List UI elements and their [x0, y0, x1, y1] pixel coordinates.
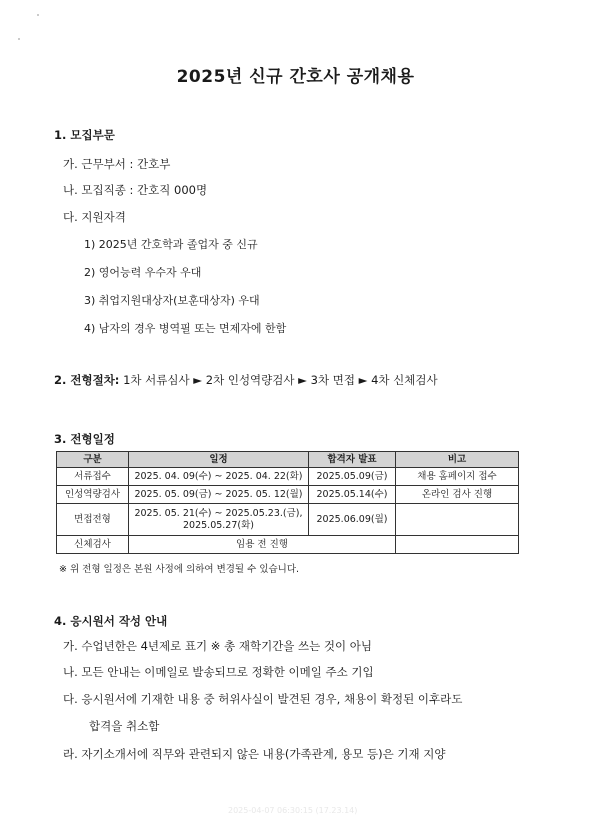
guide-item: 다. 응시원서에 기재한 내용 중 허위사실이 발견된 경우, 채용이 확정된 이후라도	[63, 692, 463, 706]
cell-announce: 2025.05.09(금)	[309, 468, 396, 486]
table-row	[57, 536, 519, 554]
cell-schedule: 임용 전 진행	[129, 536, 396, 554]
guide-item: 나. 모든 안내는 이메일로 발송되므로 정확한 이메일 주소 기입	[63, 665, 374, 679]
guide-item: 가. 수업년한은 4년제로 표기 ※ 총 재학기간을 쓰는 것이 아님	[63, 639, 373, 653]
table-header-row	[57, 452, 519, 468]
cell-schedule	[129, 504, 309, 536]
qual-heading: 다. 지원자격	[63, 210, 126, 224]
schedule-line-1: 2025. 05. 21(수) ~ 2025.05.23.(금),	[134, 507, 303, 519]
job-line: 나. 모집직종 : 간호직 000명	[63, 183, 208, 197]
cell-announce: 2025.05.14(수)	[309, 486, 396, 504]
cell-type: 인성역량검사	[57, 486, 129, 504]
print-timestamp: 2025-04-07 06:30:15 (17.23.14)	[228, 806, 358, 815]
cell-schedule: 2025. 05. 09(금) ~ 2025. 05. 12(월)	[129, 486, 309, 504]
table-footnote: ※ 위 전형 일정은 본원 사정에 의하여 변경될 수 있습니다.	[59, 564, 300, 575]
guide-item: 라. 자기소개서에 직무와 관련되지 않은 내용(가족관계, 용모 등)은 기재 지양	[63, 747, 446, 761]
section-2-heading: 2. 전형절차:	[54, 373, 120, 387]
section-4-heading: 4. 응시원서 작성 안내	[54, 614, 168, 628]
cell-type: 신체검사	[57, 536, 129, 554]
cell-type: 면접전형	[57, 504, 129, 536]
col-header-note: 비고	[396, 452, 519, 468]
qual-item: 1) 2025년 간호학과 졸업자 중 신규	[84, 238, 258, 251]
cell-note	[396, 504, 519, 536]
cell-note: 채용 홈페이지 접수	[396, 468, 519, 486]
cell-note: 온라인 검사 진행	[396, 486, 519, 504]
section-2	[54, 372, 438, 388]
section-1-heading: 1. 모집부문	[54, 128, 115, 142]
col-header-schedule: 일정	[129, 452, 309, 468]
page-title: 2025년 신규 간호사 공개채용	[176, 67, 415, 87]
qual-item: 3) 취업지원대상자(보훈대상자) 우대	[84, 294, 260, 307]
dept-line: 가. 근무부서 : 간호부	[63, 157, 171, 171]
schedule-table	[56, 451, 519, 554]
col-header-type: 구분	[57, 452, 129, 468]
schedule-line-2: 2025.05.27(화)	[183, 519, 254, 531]
section-3-heading: 3. 전형일정	[54, 432, 115, 446]
guide-item-continued: 합격을 취소함	[89, 719, 160, 733]
cell-type: 서류접수	[57, 468, 129, 486]
cell-schedule: 2025. 04. 09(수) ~ 2025. 04. 22(화)	[129, 468, 309, 486]
stages-text: 1차 서류심사 ► 2차 인성역량검사 ► 3차 면접 ► 4차 신체검사	[123, 373, 438, 387]
col-header-announce: 합격자 발표	[309, 452, 396, 468]
cell-note	[396, 536, 519, 554]
table-row	[57, 468, 519, 486]
table-row	[57, 504, 519, 536]
table-row	[57, 486, 519, 504]
cell-announce: 2025.06.09(월)	[309, 504, 396, 536]
qual-item: 4) 남자의 경우 병역필 또는 면제자에 한함	[84, 322, 287, 335]
qual-item: 2) 영어능력 우수자 우대	[84, 266, 202, 279]
scan-speck	[37, 14, 39, 16]
scan-speck	[18, 38, 20, 40]
